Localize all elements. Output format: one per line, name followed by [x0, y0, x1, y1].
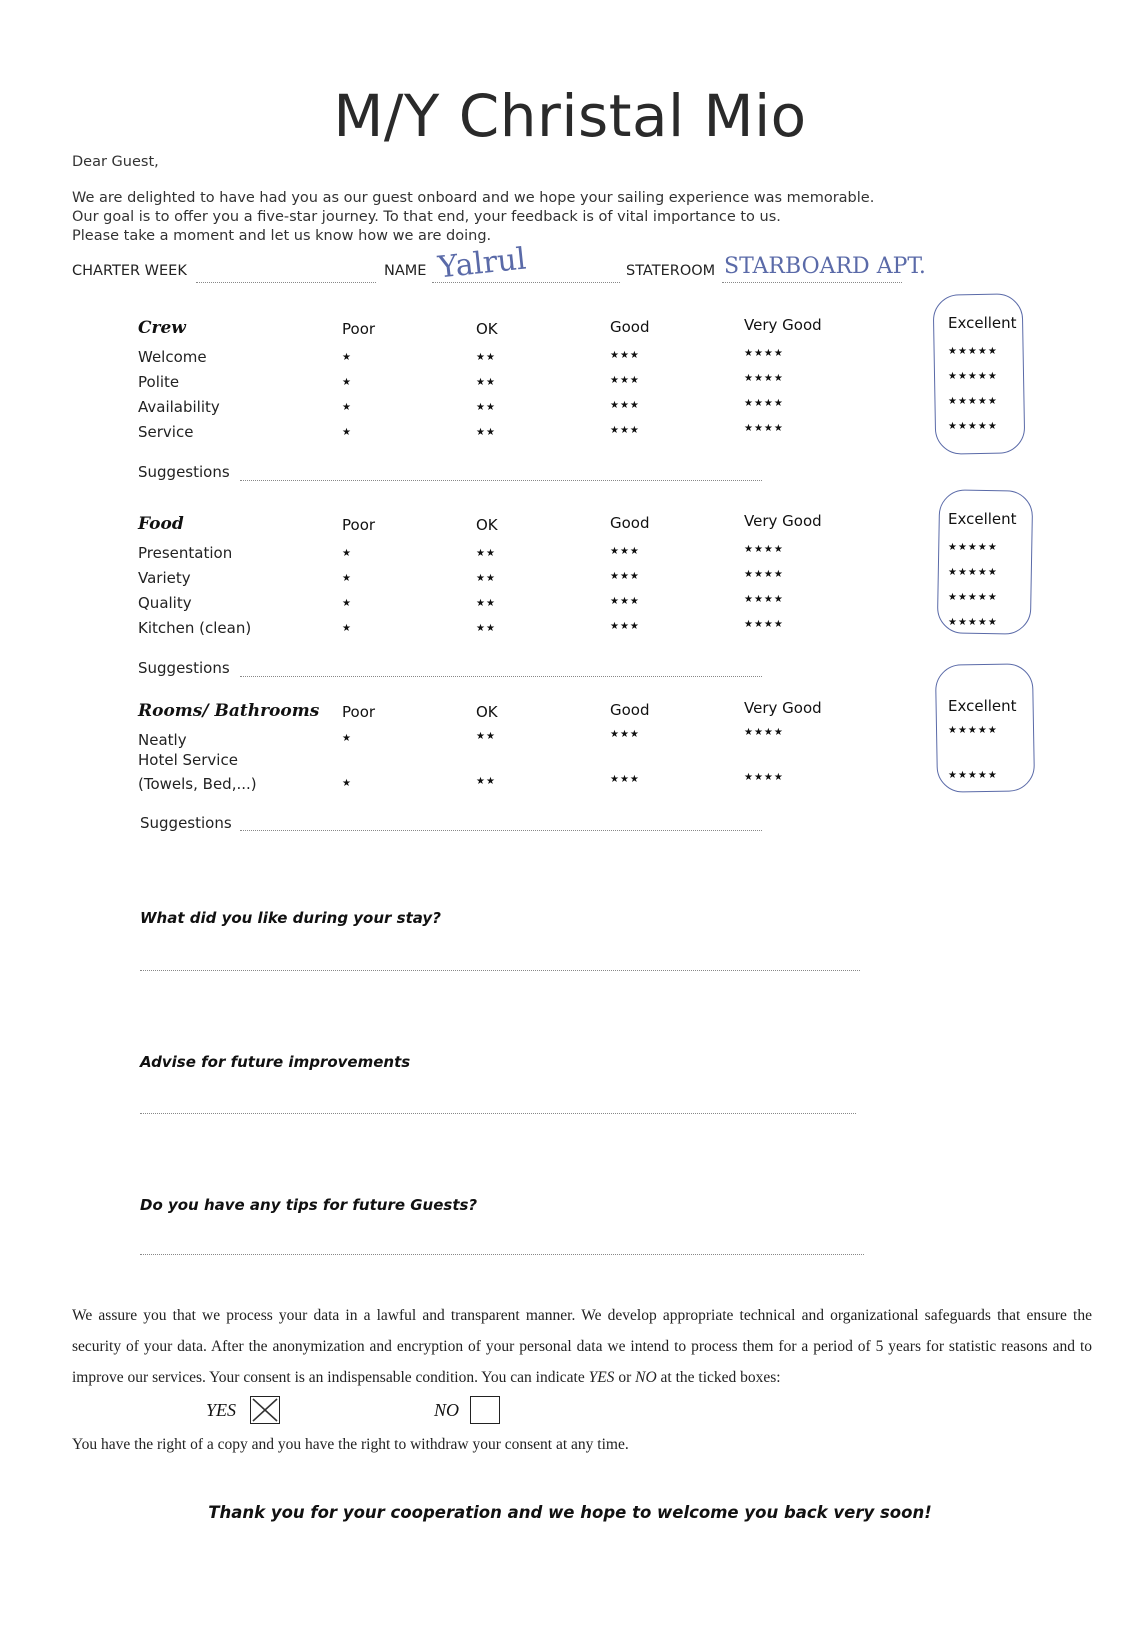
rating-ok[interactable]: ★★: [476, 402, 496, 413]
consent-no-checkbox[interactable]: [470, 1396, 500, 1424]
rating-poor[interactable]: ★: [342, 733, 352, 744]
col-header-good: Good: [610, 514, 650, 532]
consent-yes-checkbox[interactable]: [250, 1396, 280, 1424]
col-header-good: Good: [610, 701, 650, 719]
rating-very-good[interactable]: ★★★★: [744, 727, 784, 738]
suggestions-label: Suggestions: [140, 814, 232, 832]
no-word: NO: [635, 1369, 657, 1386]
row-label-availability: Availability: [138, 398, 220, 416]
col-header-very-good: Very Good: [744, 512, 822, 530]
rating-ok[interactable]: ★★: [476, 548, 496, 559]
rating-excellent[interactable]: ★★★★★: [948, 542, 998, 553]
rating-ok[interactable]: ★★: [476, 352, 496, 363]
answer-line-tips[interactable]: [140, 1253, 864, 1255]
rating-very-good[interactable]: ★★★★: [744, 544, 784, 555]
checkbox-cross-icon: [251, 1397, 279, 1423]
suggestions-label: Suggestions: [138, 659, 230, 677]
row-label-welcome: Welcome: [138, 348, 207, 366]
rating-poor[interactable]: ★: [342, 377, 352, 388]
col-header-excellent: Excellent: [948, 697, 1017, 715]
intro-line-2: Our goal is to offer you a five-star journey. To that end, your feedback is of vital importance to us.: [72, 209, 781, 225]
rating-good[interactable]: ★★★: [610, 774, 640, 785]
row-label-variety: Variety: [138, 569, 191, 587]
rating-good[interactable]: ★★★: [610, 571, 640, 582]
rating-poor[interactable]: ★: [342, 598, 352, 609]
row-label-hotel-service: Hotel Service: [138, 751, 238, 769]
col-header-good: Good: [610, 318, 650, 336]
rating-ok[interactable]: ★★: [476, 427, 496, 438]
excellent-selection-circle: [937, 489, 1033, 635]
col-header-poor: Poor: [342, 703, 376, 721]
rating-very-good[interactable]: ★★★★: [744, 348, 784, 359]
rating-very-good[interactable]: ★★★★: [744, 594, 784, 605]
rating-excellent[interactable]: ★★★★★: [948, 346, 998, 357]
rating-good[interactable]: ★★★: [610, 621, 640, 632]
rating-good[interactable]: ★★★: [610, 596, 640, 607]
col-header-very-good: Very Good: [744, 316, 822, 334]
yes-word: YES: [588, 1369, 615, 1386]
rating-poor[interactable]: ★: [342, 402, 352, 413]
rating-excellent[interactable]: ★★★★★: [948, 567, 998, 578]
row-label-presentation: Presentation: [138, 544, 233, 562]
rating-good[interactable]: ★★★: [610, 350, 640, 361]
col-header-very-good: Very Good: [744, 699, 822, 717]
row-label-kitchen: Kitchen (clean): [138, 619, 252, 637]
suggestions-line[interactable]: [240, 479, 762, 481]
rating-ok[interactable]: ★★: [476, 623, 496, 634]
or-word: or: [614, 1369, 636, 1386]
section-title-crew: Crew: [138, 318, 186, 338]
charter-week-label: CHARTER WEEK: [72, 263, 187, 279]
rating-ok[interactable]: ★★: [476, 573, 496, 584]
rating-good[interactable]: ★★★: [610, 375, 640, 386]
rating-poor[interactable]: ★: [342, 548, 352, 559]
rating-good[interactable]: ★★★: [610, 425, 640, 436]
name-value[interactable]: Yalrul: [436, 241, 528, 286]
rating-poor[interactable]: ★: [342, 623, 352, 634]
page-title: M/Y Christal Mio: [333, 82, 807, 150]
row-label-service: Service: [138, 423, 194, 441]
excellent-selection-circle: [933, 293, 1026, 455]
suggestions-line[interactable]: [240, 675, 762, 677]
withdraw-consent-text: You have the right of a copy and you have the right to withdraw your consent at any time.: [72, 1436, 629, 1453]
rating-poor[interactable]: ★: [342, 352, 352, 363]
rating-ok[interactable]: ★★: [476, 598, 496, 609]
section-title-food: Food: [138, 514, 184, 534]
rating-very-good[interactable]: ★★★★: [744, 569, 784, 580]
col-header-ok: OK: [476, 320, 498, 338]
rating-excellent[interactable]: ★★★★★: [948, 421, 998, 432]
col-header-poor: Poor: [342, 516, 376, 534]
rating-very-good[interactable]: ★★★★: [744, 398, 784, 409]
name-label: NAME: [384, 263, 427, 279]
row-label-quality: Quality: [138, 594, 192, 612]
col-header-ok: OK: [476, 703, 498, 721]
rating-good[interactable]: ★★★: [610, 729, 640, 740]
data-protection-paragraph: [72, 1300, 1092, 1393]
rating-very-good[interactable]: ★★★★: [744, 619, 784, 630]
question-improvements: Advise for future improvements: [140, 1053, 411, 1071]
stateroom-line[interactable]: [722, 281, 902, 283]
charter-week-line[interactable]: [196, 281, 376, 283]
rating-good[interactable]: ★★★: [610, 400, 640, 411]
rating-excellent[interactable]: ★★★★★: [948, 770, 998, 781]
rating-very-good[interactable]: ★★★★: [744, 772, 784, 783]
rating-excellent[interactable]: ★★★★★: [948, 617, 998, 628]
rating-very-good[interactable]: ★★★★: [744, 373, 784, 384]
greeting: Dear Guest,: [72, 154, 159, 170]
answer-line-liked[interactable]: [140, 969, 860, 971]
consent-no-label: NO: [434, 1400, 460, 1420]
question-tips: Do you have any tips for future Guests?: [140, 1196, 478, 1214]
rating-excellent[interactable]: ★★★★★: [948, 592, 998, 603]
rating-ok[interactable]: ★★: [476, 776, 496, 787]
section-title-rooms: Rooms/ Bathrooms: [138, 701, 320, 721]
intro-line-1: We are delighted to have had you as our guest onboard and we hope your sailing experience was memorable.: [72, 190, 875, 206]
data-protection-text-end: at the ticked boxes:: [656, 1369, 781, 1386]
col-header-ok: OK: [476, 516, 498, 534]
excellent-selection-circle: [935, 663, 1035, 793]
question-liked: What did you like during your stay?: [140, 909, 441, 927]
row-label-polite: Polite: [138, 373, 180, 391]
rating-poor[interactable]: ★: [342, 573, 352, 584]
rating-ok[interactable]: ★★: [476, 377, 496, 388]
rating-excellent[interactable]: ★★★★★: [948, 371, 998, 382]
col-header-poor: Poor: [342, 320, 376, 338]
col-header-excellent: Excellent: [948, 314, 1017, 332]
stateroom-label: STATEROOM: [626, 263, 716, 279]
row-label-hotel-service-detail: (Towels, Bed,...): [138, 775, 257, 793]
rating-poor[interactable]: ★: [342, 427, 352, 438]
intro-line-3: Please take a moment and let us know how we are doing.: [72, 228, 492, 244]
rating-excellent[interactable]: ★★★★★: [948, 396, 998, 407]
data-protection-text: We assure you that we process your data in a lawful and transparent manner. We develop appropriate technical and organizational safeguards that ensure the security of your data. After the anonymization and encryption of your personal data we intend to process them for a period of 5 years for statistic reasons and to improve our services. Your consent is an indispensable condition. You can indicate: [72, 1307, 1092, 1386]
stateroom-value[interactable]: STARBOARD APT.: [724, 254, 926, 279]
col-header-excellent: Excellent: [948, 510, 1017, 528]
rating-ok[interactable]: ★★: [476, 731, 496, 742]
thank-you-message: Thank you for your cooperation and we hope to welcome you back very soon!: [208, 1503, 932, 1522]
suggestions-line[interactable]: [240, 829, 762, 831]
suggestions-label: Suggestions: [138, 463, 230, 481]
rating-good[interactable]: ★★★: [610, 546, 640, 557]
rating-very-good[interactable]: ★★★★: [744, 423, 784, 434]
row-label-neatly: Neatly: [138, 731, 187, 749]
rating-excellent[interactable]: ★★★★★: [948, 725, 998, 736]
consent-yes-label: YES: [206, 1400, 237, 1420]
answer-line-improvements[interactable]: [140, 1112, 856, 1114]
rating-poor[interactable]: ★: [342, 778, 352, 789]
